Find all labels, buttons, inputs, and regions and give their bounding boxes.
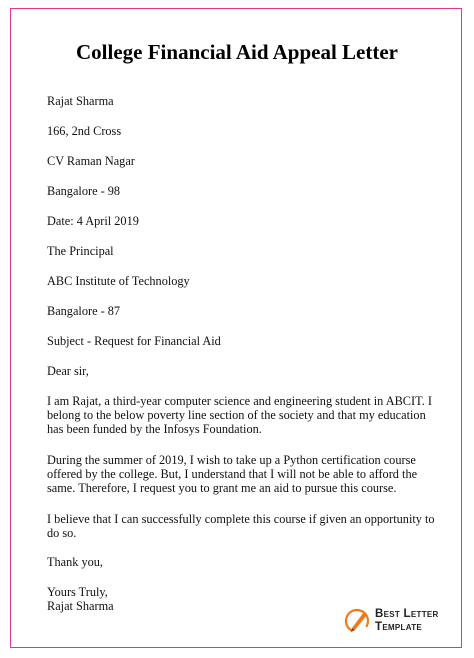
sender-address-line2: CV Raman Nagar bbox=[47, 154, 135, 168]
brand-logo bbox=[345, 604, 455, 640]
logo-line2: Template bbox=[375, 621, 423, 633]
recipient-institution: ABC Institute of Technology bbox=[47, 274, 190, 288]
body-paragraph-3: I believe that I can successfully complete this course if given an opportunity to do so. bbox=[47, 512, 435, 540]
letter-body bbox=[47, 94, 437, 613]
logo-text bbox=[375, 608, 439, 634]
body-paragraph-1: I am Rajat, a third-year computer science and engineering student in ABCIT. I belong to the below poverty line section of the society and that my education has been funded by the Infosys Foundation. bbox=[47, 394, 432, 436]
recipient-title: The Principal bbox=[47, 244, 114, 258]
letter-salutation: Dear sir, bbox=[47, 364, 89, 378]
letter-signature: Rajat Sharma bbox=[47, 599, 114, 613]
recipient-city: Bangalore - 87 bbox=[47, 304, 121, 318]
logo-line1: Best Letter bbox=[375, 608, 439, 620]
letter-closing: Yours Truly, bbox=[47, 585, 108, 599]
letter-subject: Subject - Request for Financial Aid bbox=[47, 334, 221, 348]
pen-nib-icon bbox=[345, 606, 373, 634]
sender-name: Rajat Sharma bbox=[47, 94, 114, 108]
sender-city: Bangalore - 98 bbox=[47, 184, 121, 198]
letter-date: Date: 4 April 2019 bbox=[47, 214, 139, 228]
body-paragraph-2: During the summer of 2019, I wish to take up a Python certification course offered by the college. But, I understand that I will not be able to afford the same. Therefore, I request you to grant me an aid to pursue this course. bbox=[47, 453, 418, 495]
sender-address-line1: 166, 2nd Cross bbox=[47, 124, 122, 138]
letter-thanks: Thank you, bbox=[47, 555, 104, 569]
letter-title: College Financial Aid Appeal Letter bbox=[76, 40, 398, 64]
